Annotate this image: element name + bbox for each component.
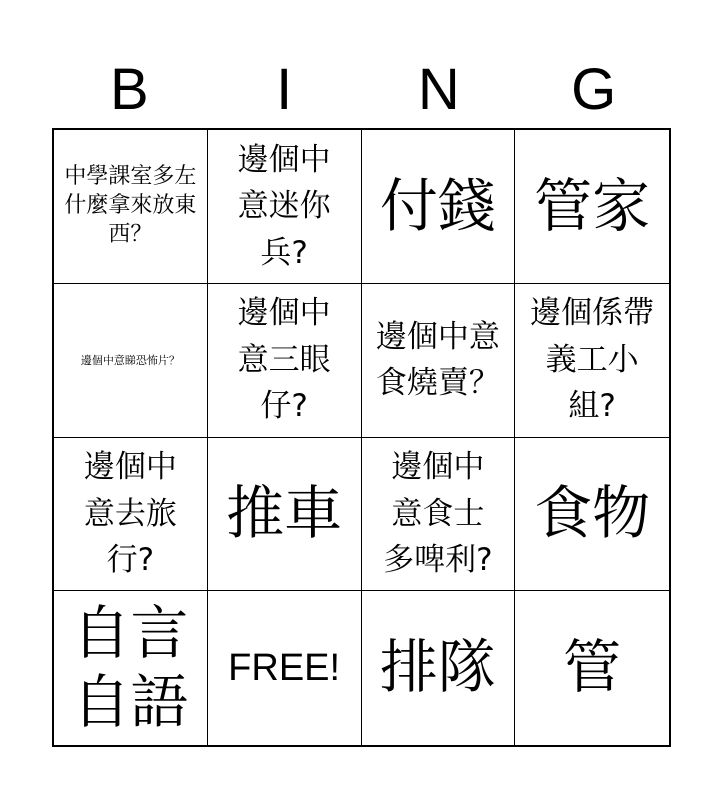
bingo-cell-text: 推車	[226, 479, 343, 548]
free-cell-text: FREE!	[228, 646, 341, 689]
bingo-cell-text: 邊個係帶義工小組?	[530, 295, 655, 425]
bingo-cell[interactable]	[515, 130, 669, 284]
bingo-cell[interactable]	[515, 284, 669, 438]
bingo-cell-text: 食物	[534, 479, 651, 548]
header-letter-i: I	[276, 57, 293, 122]
bingo-cell[interactable]	[515, 591, 669, 745]
bingo-cell[interactable]	[362, 591, 516, 745]
bingo-cell-text: 中學課室多左什麼拿來放東西？	[64, 164, 197, 247]
bingo-cell-text: 管	[563, 633, 622, 702]
bingo-cell-text: 邊個中意三眼仔?	[237, 295, 331, 425]
bingo-cell-text: 邊個中意食士多啤利?	[383, 449, 493, 579]
bingo-cell[interactable]	[362, 284, 516, 438]
bingo-cell[interactable]	[208, 284, 362, 438]
bingo-cell-text: 邊個中意睇恐怖片？	[80, 353, 180, 367]
bingo-cell-text: 排隊	[379, 633, 496, 702]
bingo-cell-text: 管家	[534, 171, 651, 240]
bingo-cell[interactable]	[208, 130, 362, 284]
bingo-cell[interactable]	[54, 438, 208, 592]
bingo-header	[52, 52, 671, 128]
bingo-cell[interactable]	[362, 130, 516, 284]
free-cell[interactable]	[208, 591, 362, 745]
header-letter-n: N	[417, 57, 460, 122]
bingo-cell-text: 自言自語	[72, 598, 189, 737]
bingo-cell[interactable]	[54, 284, 208, 438]
bingo-cell[interactable]	[362, 438, 516, 592]
bingo-cell[interactable]	[54, 130, 208, 284]
bingo-cell-text: 邊個中意去旅行?	[83, 449, 177, 579]
bingo-board	[52, 128, 671, 747]
bingo-cell[interactable]	[54, 591, 208, 745]
bingo-cell-text: 邊個中意食燒賣？	[375, 318, 500, 402]
bingo-cell[interactable]	[208, 438, 362, 592]
bingo-cell-text: 付錢	[379, 171, 496, 240]
header-letter-g: G	[571, 57, 617, 122]
bingo-cell[interactable]	[515, 438, 669, 592]
header-letter-b: B	[110, 57, 149, 122]
bingo-cell-text: 邊個中意迷你兵?	[237, 141, 331, 271]
